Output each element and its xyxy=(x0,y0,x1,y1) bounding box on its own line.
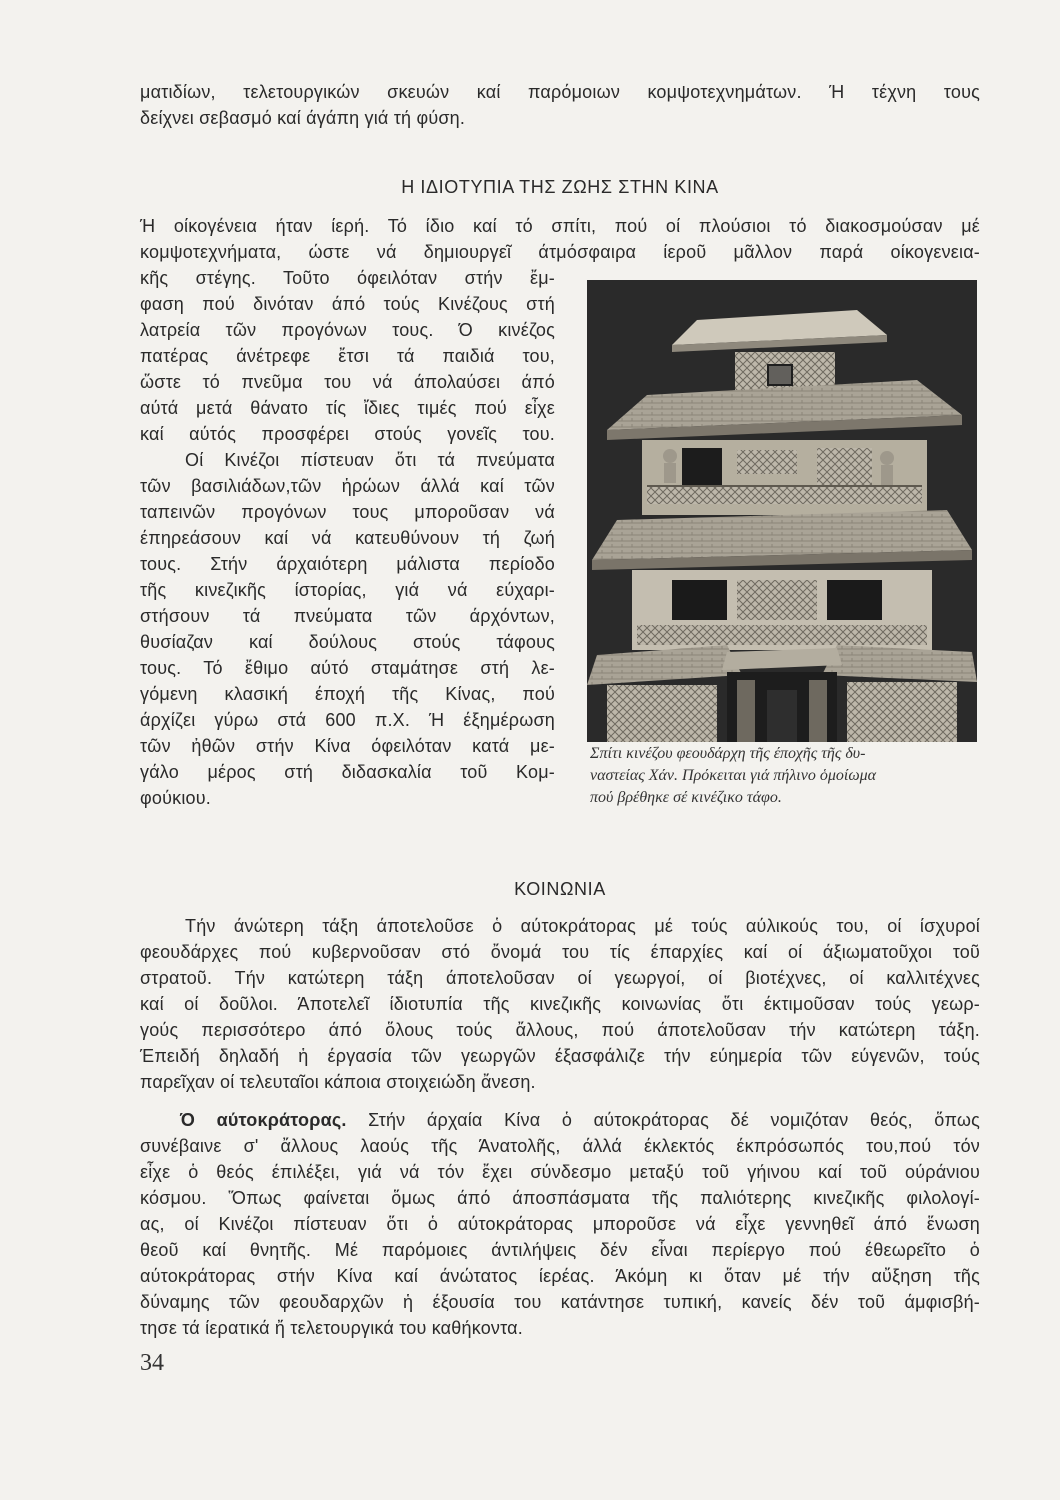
paragraph-line: δύναμης τῶν φεουδαρχῶν ἡ έξουσία του κατάντησε τυπική, κανείς δέν τοῦ άμφισβή- xyxy=(140,1292,980,1312)
column-line: ὥστε τό πνεῦμα του νά άπολαύσει άπό xyxy=(140,372,555,392)
paragraph-text: Στήν άρχαία Κίνα ὁ αύτοκράτορας δέ νομιζόταν θεός, ὅπως xyxy=(346,1110,981,1130)
figure-caption-line: Σπίτι κινέζου φεουδάρχη τῆς έποχῆς τῆς δυ- xyxy=(590,745,866,762)
column-line: τῆς κινεζικῆς ίστορίας, γιά νά εύχαρι- xyxy=(140,580,555,600)
house-model-photo xyxy=(587,280,977,742)
paragraph-line: παρεῖχαν οί τελευταῖοι κάποια στοιχειώδη ἄνεση. xyxy=(140,1072,536,1092)
paragraph-line: συνέβαινε σ' ἄλλους λαούς τῆς Άνατολῆς, άλλά έκλεκτός έκπρόσωπός του,πού τόν xyxy=(140,1136,980,1156)
page-number: 34 xyxy=(140,1350,164,1376)
paragraph-line: Έπειδή δηλαδή ἡ έργασία τῶν γεωργῶν έξασφάλιζε τήν εύημερία τῶν εύγενῶν, τούς xyxy=(140,1046,980,1066)
figure-caption-line: ναστείας Χάν. Πρόκειται γιά πήλινο ὁμοίωμα xyxy=(590,767,877,784)
paragraph-line: φεουδάρχες πού κυβερνοῦσαν στό ὄνομά του τίς έπαρχίες καί οί άξιωματοῦχοι τοῦ xyxy=(140,942,980,962)
column-line: φαση πού δινόταν άπό τούς Κινέζους στή xyxy=(140,294,555,314)
column-line: στήσουν τά πνεύματα τῶν άρχόντων, xyxy=(140,606,555,626)
paragraph-line: αύτοκράτορας στήν Κίνα καί άνώτατος ίερέας. Άκόμη κι ὅταν μέ τήν αὔξηση τῆς xyxy=(140,1266,980,1286)
section-heading: Η ΙΔΙΟΤΥΠΙΑ ΤΗΣ ΖΩΗΣ ΣΤΗΝ ΚΙΝΑ xyxy=(401,177,719,197)
paragraph-line: στρατοῦ. Τήν κατώτερη τάξη άποτελοῦσαν οί γεωργοί, οί βιοτέχνες, οί καλλιτέχνες xyxy=(140,968,980,988)
intro-line: ματιδίων, τελετουργικών σκευών καί παρόμοιων κομψοτεχνημάτων. Ή τέχνη τους xyxy=(140,82,980,102)
column-line: άρχίζει γύρω στά 600 π.Χ. Ή έξημέρωση xyxy=(140,710,555,730)
figure-caption-line: πού βρέθηκε σέ κινέζικο τάφο. xyxy=(590,789,782,806)
column-line: τῶν ἠθῶν στήν Κίνα όφειλόταν κατά με- xyxy=(140,736,555,756)
paragraph-line: τησε τά ίερατικά ἤ τελετουργικά του καθήκοντα. xyxy=(140,1318,523,1338)
column-line: γόμενη κλασική έποχή τῆς Κίνας, πού xyxy=(140,684,555,704)
paragraph-line: καί οί δοῦλοι. Άποτελεῖ ίδιοτυπία τῆς κινεζικῆς κοινωνίας ὅτι έκτιμοῦσαν τούς γεωρ- xyxy=(140,994,980,1014)
paragraph-line xyxy=(180,1108,980,1133)
paragraph-line: ας, οί Κινέζοι πίστευαν ὅτι ὁ αύτοκράτορας μποροῦσε νά εἶχε γεννηθεῖ άπό ἕνωση xyxy=(140,1214,980,1234)
paragraph-line: γούς περισσότερο άπό ὅλους τούς ἄλλους, πού άποτελοῦσαν τήν κατώτερη τάξη. xyxy=(140,1020,980,1040)
section-heading: ΚΟΙΝΩΝΙΑ xyxy=(514,879,606,899)
column-line: θυσίαζαν καί δούλους στούς τάφους xyxy=(140,632,555,652)
intro-line: δείχνει σεβασμό καί άγάπη γιά τή φύση. xyxy=(140,108,466,128)
column-line: πατέρας άνέτρεφε ἔτσι τά παιδιά του, xyxy=(140,346,555,366)
column-line: τους. Τό ἔθιμο αύτό σταμάτησε στή λε- xyxy=(140,658,555,678)
column-line: τους. Στήν άρχαιότερη μάλιστα περίοδο xyxy=(140,554,555,574)
column-line: Οί Κινέζοι πίστευαν ὅτι τά πνεύματα xyxy=(185,450,555,470)
column-line: τῶν βασιλιάδων,τῶν ἡρώων άλλά καί τῶν xyxy=(140,476,555,496)
column-line: ταπεινῶν προγόνων τους μποροῦσαν νά xyxy=(140,502,555,522)
column-line: λατρεία τῶν προγόνων τους. Ό κινέζος xyxy=(140,320,555,340)
column-line: γάλο μέρος στή διδασκαλία τοῦ Κομ- xyxy=(140,762,555,782)
column-line: κῆς στέγης. Τοῦτο όφειλόταν στήν ἔμ- xyxy=(140,268,555,288)
column-line: φούκιου. xyxy=(140,788,211,808)
paragraph-line: κόσμου. Ὅπως φαίνεται ὅμως άπό άποσπάσματα τῆς παλιότερης κινεζικῆς φιλολογί- xyxy=(140,1188,980,1208)
column-line: καί αύτός προσφέρει στούς γονεῖς του. xyxy=(140,424,555,444)
column-line: έπηρεάσουν καί νά κατευθύνουν τή ζωή xyxy=(140,528,555,548)
paragraph-line: Τήν άνώτερη τάξη άποτελοῦσε ὁ αύτοκράτορας μέ τούς αύλικούς του, οί ίσχυροί xyxy=(185,916,980,936)
paragraph-line: Ή οίκογένεια ήταν ίερή. Τό ίδιο καί τό σπίτι, πού οί πλούσιοι τό διακοσμούσαν μέ xyxy=(140,216,980,236)
emperor-lead: Ό αύτοκράτορας. xyxy=(180,1110,347,1130)
column-line: αύτά μετά θάνατο τίς ἴδιες τιμές πού εἶχε xyxy=(140,398,555,418)
paragraph-line: κομψοτεχνήματα, ώστε νά δημιουργεῖ άτμόσφαιρα ίεροῦ μᾶλλον παρά οίκογενεια- xyxy=(140,242,980,262)
paragraph-line: εἶχε ὁ θεός έπιλέξει, γιά νά τόν ἔχει σύνδεσμο μεταξύ τοῦ γήινου καί τοῦ ούράνιου xyxy=(140,1162,980,1182)
paragraph-line: θεοῦ καί θνητῆς. Μέ παρόμοιες άντιλήψεις δέν εἶναι περίεργο πού έθεωρεῖτο ὁ xyxy=(140,1240,980,1260)
